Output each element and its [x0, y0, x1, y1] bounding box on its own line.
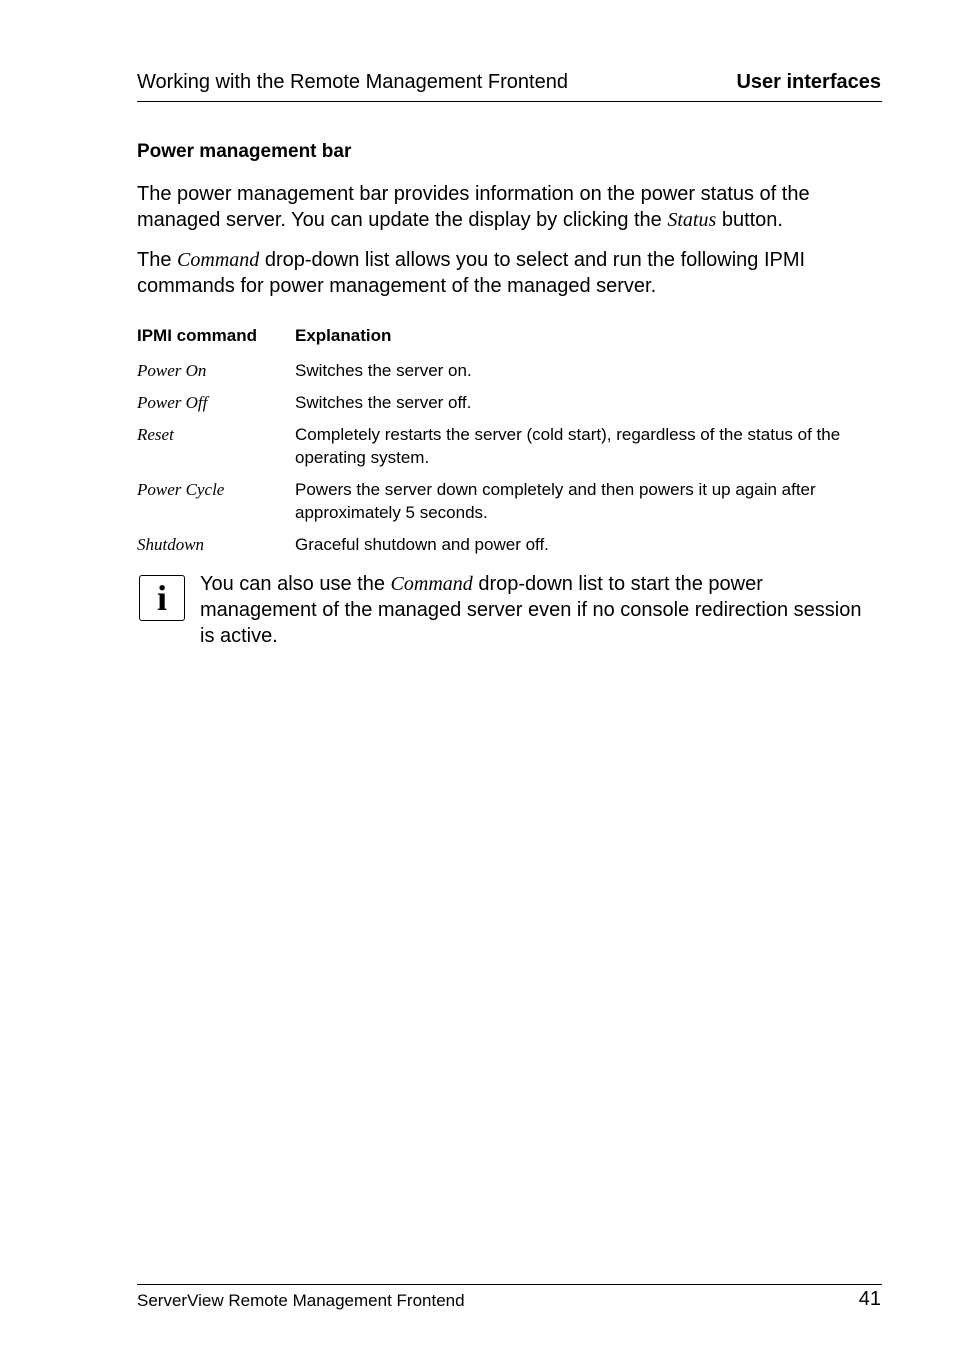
status-button-reference: Status	[667, 209, 717, 231]
command-cell: Reset	[137, 425, 174, 444]
explanation-cell: Completely restarts the server (cold start), regardless of the status of the operating system.	[295, 425, 841, 467]
explanation-cell: Switches the server off.	[295, 393, 472, 412]
command-list-reference: Command	[177, 249, 260, 271]
note-text-start: You can also use the	[200, 573, 391, 595]
explanation-cell: Graceful shutdown and power off.	[295, 535, 549, 554]
explanation-cell: Switches the server on.	[295, 361, 472, 380]
note-text-end: drop-down list to start the power management of the managed server even if no console redirection session is active.	[200, 573, 862, 647]
section-title: Power management bar	[137, 141, 352, 162]
column-header-command: IPMI command	[137, 326, 257, 345]
explanation-cell: Powers the server down completely and then powers it up again after approximately 5 seconds.	[295, 480, 816, 522]
intro-text-start: The power management bar provides information on the power status of the managed server. You can update the display by clicking the	[137, 183, 810, 231]
column-header-explanation: Explanation	[295, 326, 392, 345]
intro-text-end: button.	[716, 209, 783, 231]
info-note	[200, 571, 880, 649]
command-cell: Power Cycle	[137, 480, 225, 499]
command-cell: Power Off	[137, 393, 208, 412]
footer-title: ServerView Remote Management Frontend	[137, 1291, 465, 1310]
info-icon: i	[139, 575, 185, 621]
note-command-reference: Command	[390, 573, 473, 595]
command-text-start: The	[137, 249, 178, 271]
command-text-end: drop-down list allows you to select and run the following IPMI commands for power management of the managed server.	[137, 249, 806, 297]
running-header-chapter: Working with the Remote Management Frontend	[137, 71, 568, 93]
command-cell: Shutdown	[137, 535, 205, 554]
page-number: 41	[858, 1288, 881, 1310]
intro-paragraph	[137, 181, 877, 233]
command-cell: Power On	[137, 361, 207, 380]
command-paragraph	[137, 247, 877, 299]
running-header-section: User interfaces	[736, 71, 881, 93]
header-divider	[137, 101, 882, 102]
footer-divider	[137, 1284, 882, 1285]
